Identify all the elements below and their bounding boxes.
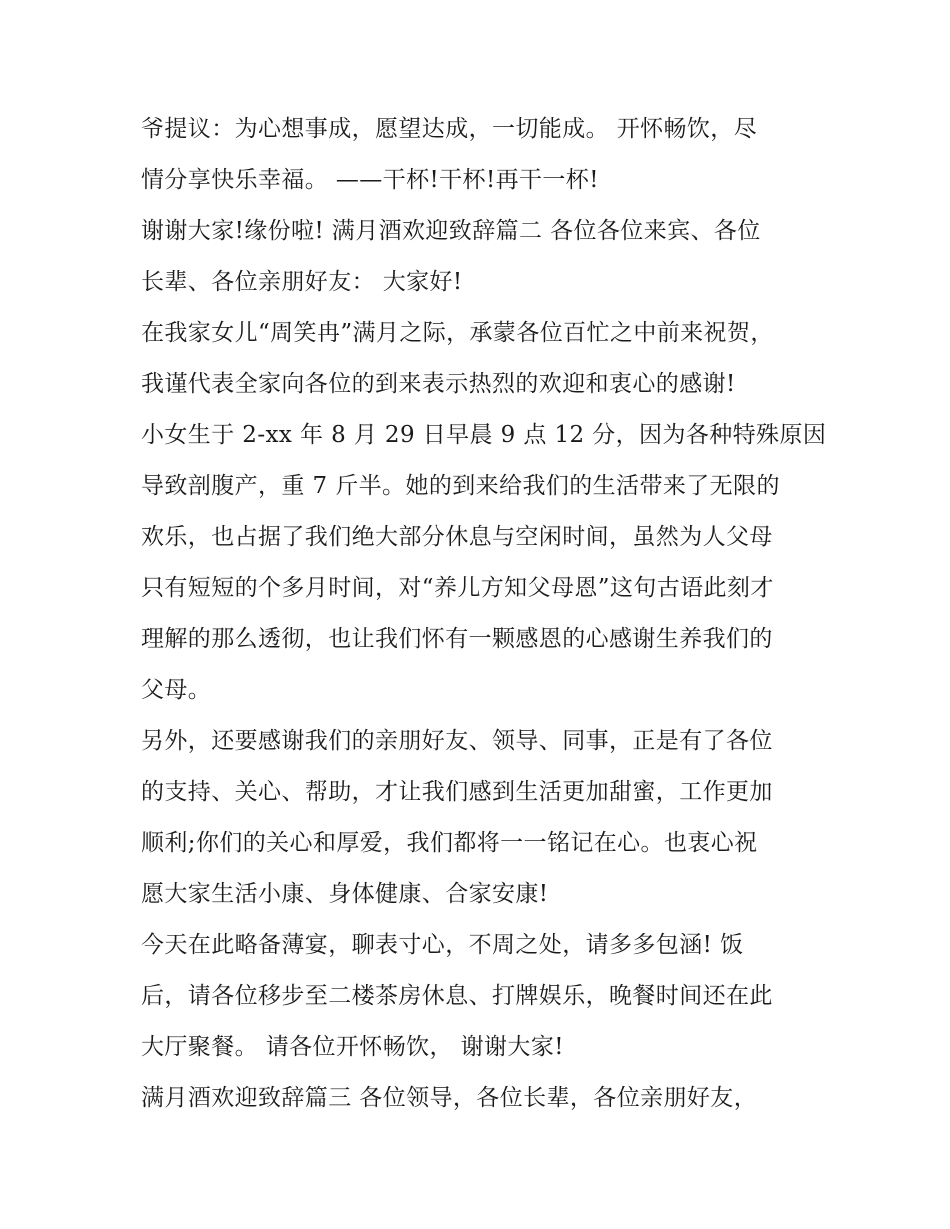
text-line: 顺利;你们的关心和厚爱，我们都将一一铭记在心。也衷心祝 — [141, 830, 758, 856]
text-line: 愿大家生活小康、身体健康、合家安康! — [141, 881, 549, 907]
document-body — [141, 104, 827, 1124]
text-line: 父母。 — [141, 677, 212, 703]
text-line: 我谨代表全家向各位的到来表示热烈的欢迎和衷心的感谢! — [141, 371, 736, 397]
text-line: 大厅聚餐。 请各位开怀畅饮， 谢谢大家! — [141, 1034, 564, 1060]
text-line: 小女生于 2-xx 年 8 月 29 日早晨 9 点 12 分，因为各种特殊原因 — [141, 422, 827, 448]
text-line: 情分享快乐幸福。 ——干杯!干杯!再干一杯! — [141, 167, 599, 193]
text-line: 欢乐，也占据了我们绝大部分休息与空闲时间，虽然为人父母 — [141, 524, 773, 550]
text-line: 理解的那么透彻，也让我们怀有一颗感恩的心感谢生养我们的 — [141, 626, 773, 652]
text-line: 导致剖腹产，重 7 斤半。她的到来给我们的生活带来了无限的 — [141, 473, 780, 499]
text-line: 另外，还要感谢我们的亲朋好友、领导、同事，正是有了各位 — [141, 728, 773, 754]
text-line: 满月酒欢迎致辞篇三 各位领导，各位长辈，各位亲朋好友， — [141, 1085, 758, 1111]
text-line: 只有短短的个多月时间，对“养儿方知父母恩”这句古语此刻才 — [141, 575, 774, 601]
text-line: 长辈、各位亲朋好友： 大家好! — [141, 269, 463, 295]
text-line: 今天在此略备薄宴，聊表寸心，不周之处，请多多包涵! 饭 — [141, 932, 744, 958]
text-line: 在我家女儿“周笑冉”满月之际，承蒙各位百忙之中前来祝贺， — [141, 320, 774, 346]
text-line: 的支持、关心、帮助，才让我们感到生活更加甜蜜，工作更加 — [141, 779, 773, 805]
text-line: 后，请各位移步至二楼茶房休息、打牌娱乐，晚餐时间还在此 — [141, 983, 773, 1009]
text-line: 谢谢大家!缘份啦! 满月酒欢迎致辞篇二 各位各位来宾、各位 — [141, 218, 761, 244]
text-line: 爷提议：为心想事成，愿望达成，一切能成。 开怀畅饮，尽 — [141, 116, 758, 142]
